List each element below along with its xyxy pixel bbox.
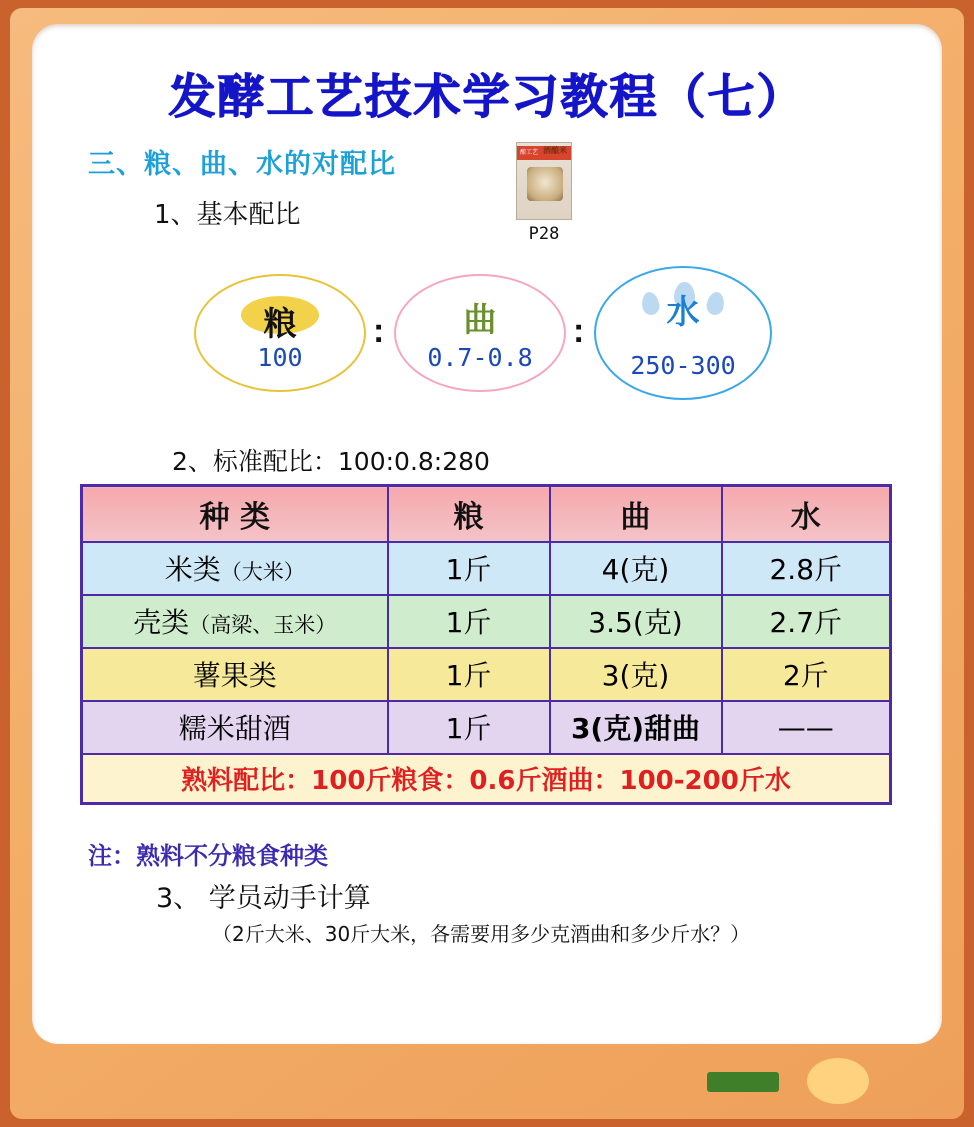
ratio-water-label: 水: [666, 292, 700, 331]
list-item-standard-ratio: 2、标准配比：100:0.8:280: [172, 447, 490, 476]
table-row: [82, 648, 891, 701]
cell-type: [82, 542, 388, 595]
table-note-row: [82, 754, 891, 804]
table-header-row: [82, 486, 891, 542]
ratio-starter-value: 0.7-0.8: [427, 343, 533, 372]
ratio-water-value: 250-300: [630, 351, 736, 380]
table-row: [82, 542, 891, 595]
ratio-grain-label: 粮: [263, 304, 297, 343]
cell-starter: 3(克)甜曲: [550, 701, 722, 754]
marker-tray: [32, 1050, 942, 1108]
cell-type-sub: （大米）: [220, 560, 305, 584]
cell-grain: 1斤: [388, 542, 550, 595]
cell-type-main: 壳类: [133, 606, 190, 639]
cell-type-main: 薯果类: [192, 659, 277, 692]
section-heading: 三、粮、曲、水的对配比: [88, 149, 396, 180]
book-page-caption: P28: [528, 224, 560, 244]
book-band-label: 酿工艺: [517, 146, 572, 160]
table-note-cell: 熟料配比：100斤粮食：0.6斤酒曲：100-200斤水: [82, 754, 891, 804]
ratio-bubble-water: [594, 266, 772, 400]
table-row: [82, 595, 891, 648]
book-title-label: 酒酿米: [543, 146, 567, 155]
table-header-starter: 曲: [550, 486, 722, 542]
ratio-starter-label: 曲: [463, 300, 497, 339]
ratio-bubble-starter: [394, 274, 566, 392]
whiteboard-surface: [32, 24, 942, 1044]
cell-starter: 4(克): [550, 542, 722, 595]
cell-type: [82, 648, 388, 701]
cell-type: [82, 595, 388, 648]
cell-water: 2斤: [722, 648, 891, 701]
eraser-icon[interactable]: [807, 1058, 869, 1104]
whiteboard-frame-inner: [10, 8, 964, 1119]
footnote: 注：熟料不分粮食种类: [88, 842, 328, 870]
cell-grain: 1斤: [388, 648, 550, 701]
ratio-table: [80, 484, 892, 805]
cell-type-main: 米类: [164, 553, 221, 586]
ratio-separator-2: :: [573, 312, 585, 350]
list-item-basic-ratio: 1、基本配比: [154, 200, 301, 230]
cell-type-sub: （高梁、玉米）: [189, 613, 337, 637]
page-title: 发酵工艺技术学习教程（七）: [168, 70, 806, 125]
marker-icon[interactable]: [707, 1072, 779, 1092]
cell-water: ——: [722, 701, 891, 754]
table-header-type: 种 类: [82, 486, 388, 542]
ratio-separator-1: :: [373, 312, 385, 350]
table-header-water: 水: [722, 486, 891, 542]
cell-starter: 3(克): [550, 648, 722, 701]
cell-type: [82, 701, 388, 754]
ratio-bubble-grain: [194, 274, 366, 392]
table-header-grain: 粮: [388, 486, 550, 542]
list-item-exercise: 3、 学员动手计算: [156, 883, 371, 914]
book-cover-thumbnail: [516, 142, 572, 220]
exercise-question: （2斤大米、30斤大米，各需要用多少克酒曲和多少斤水？）: [212, 922, 751, 946]
cell-grain: 1斤: [388, 701, 550, 754]
ratio-grain-value: 100: [257, 343, 303, 372]
cell-grain: 1斤: [388, 595, 550, 648]
cell-type-main: 糯米甜酒: [178, 712, 291, 745]
cell-starter: 3.5(克): [550, 595, 722, 648]
table-row: [82, 701, 891, 754]
book-photo-image: [527, 167, 563, 201]
cell-water: 2.8斤: [722, 542, 891, 595]
cell-water: 2.7斤: [722, 595, 891, 648]
slide-content: [32, 24, 942, 1044]
